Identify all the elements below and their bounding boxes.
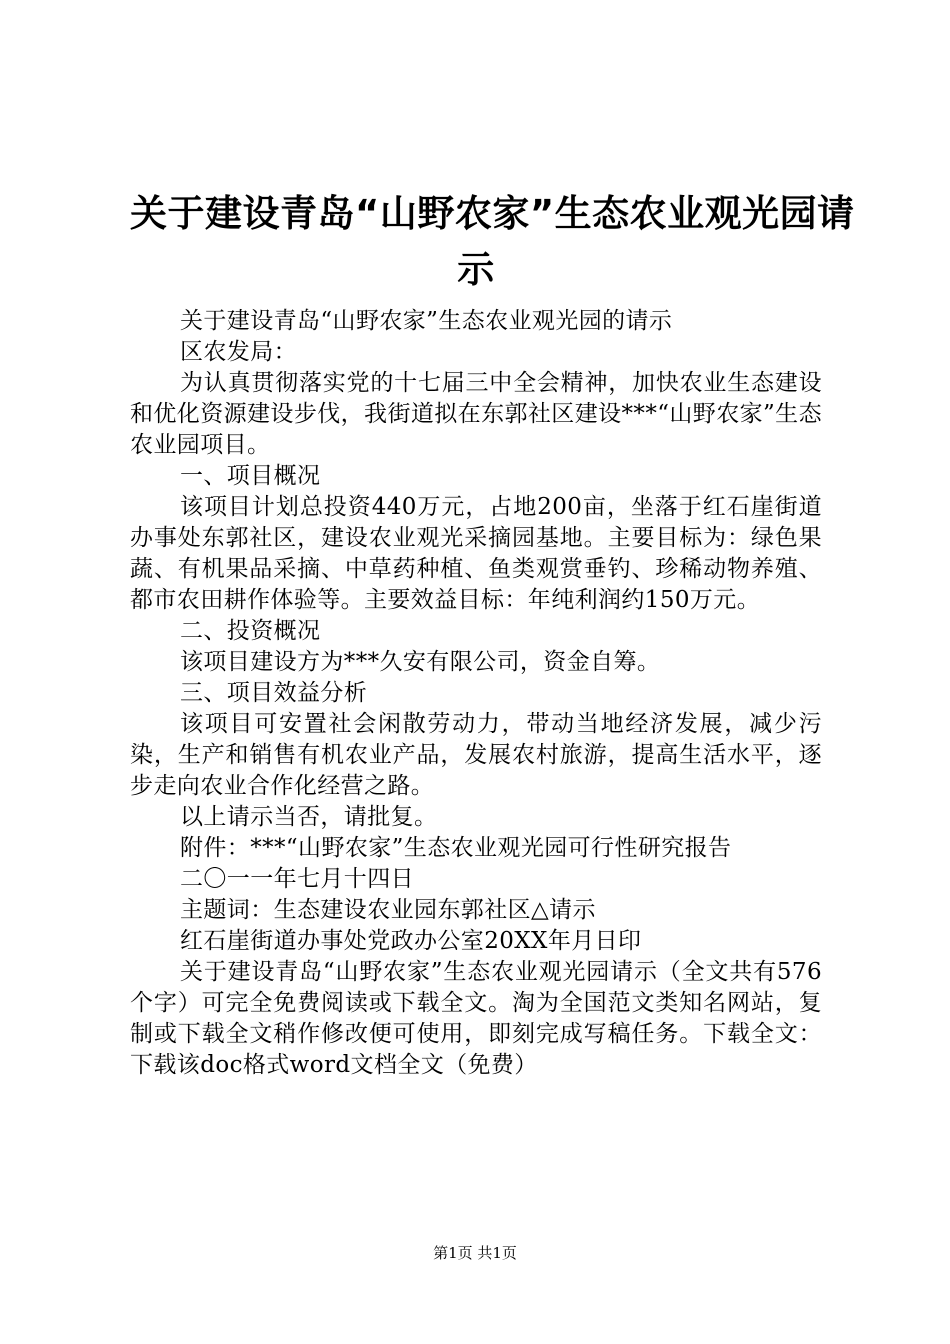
paragraph-subject: 关于建设青岛“山野农家”生态农业观光园的请示: [180, 308, 673, 334]
paragraph-request: 以上请示当否，请批复。: [180, 804, 438, 830]
document-body: [130, 306, 822, 1081]
document-title-line-2: 示: [457, 248, 495, 291]
page-footer: 第1页 共1页: [433, 1244, 517, 1262]
document-title: [130, 0, 855, 298]
section-heading-benefit: 三、项目效益分析: [180, 680, 368, 706]
paragraph-overview: 该项目计划总投资440万元，占地200亩，坐落于红石崖街道办事处东郭社区，建设农业观光采摘园基地。主要目标为：绿色果蔬、有机果品采摘、中草药种植、鱼类观赏垂钓、珍稀动物养殖、都市农田耕作体验等。主要效益目标：年纯利润约150万元。: [130, 494, 822, 613]
paragraph-recipient: 区农发局：: [180, 339, 297, 365]
document-title-line-1: 关于建设青岛“山野农家”生态农业观光园请: [130, 192, 855, 235]
section-heading-overview: 一、项目概况: [180, 463, 321, 489]
paragraph-date: 二〇一一年七月十四日: [180, 866, 414, 892]
paragraph-attachment: 附件：***“山野农家”生态农业观光园可行性研究报告: [180, 835, 732, 861]
paragraph-keywords: 主题词：生态建设农业园东郭社区△请示: [180, 897, 596, 923]
document-page: [130, 0, 855, 1344]
paragraph-intro: 为认真贯彻落实党的十七届三中全会精神，加快农业生态建设和优化资源建设步伐，我街道拟在东郭社区建设***“山野农家”生态农业园项目。: [130, 370, 822, 458]
paragraph-benefit: 该项目可安置社会闲散劳动力，带动当地经济发展，减少污染，生产和销售有机农业产品，发展农村旅游，提高生活水平，逐步走向农业合作化经营之路。: [130, 711, 822, 799]
paragraph-download-note: 关于建设青岛“山野农家”生态农业观光园请示（全文共有576个字）可完全免费阅读或下载全文。淘为全国范文类知名网站，复制或下载全文稍作修改便可使用，即刻完成写稿任务。下载全文：下载该doc格式word文档全文（免费）: [130, 959, 822, 1078]
section-heading-investment: 二、投资概况: [180, 618, 321, 644]
paragraph-investment: 该项目建设方为***久安有限公司，资金自筹。: [180, 649, 661, 675]
paragraph-issuer: 红石崖街道办事处党政办公室20XX年月日印: [180, 928, 642, 954]
